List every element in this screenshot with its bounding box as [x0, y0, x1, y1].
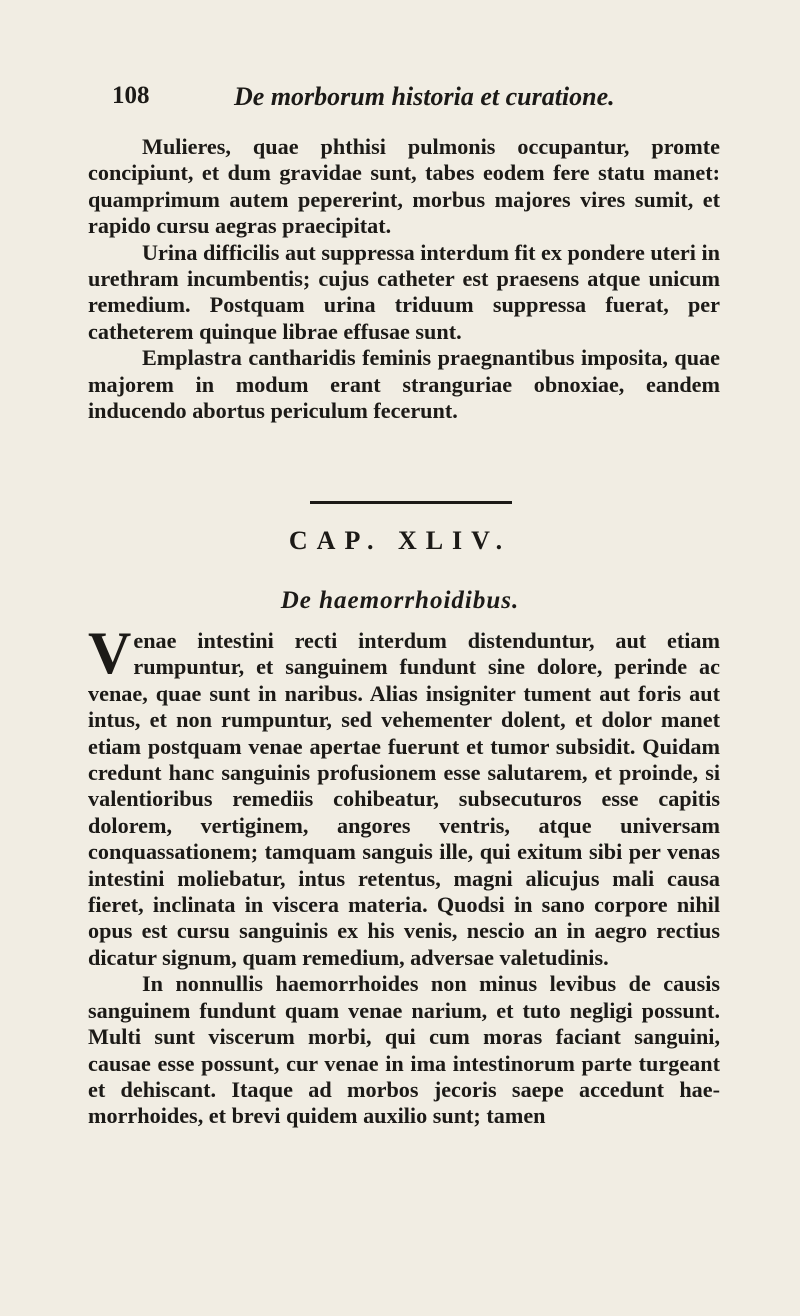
running-title: De morborum historia et curatione. [234, 82, 615, 111]
paragraph: In nonnullis haemorrhoides non minus levibus de causis sanguinem fundunt quam venae narium, et tuto negligi possunt. Multi sunt viscerum morbi, qui cum moras faciant sanguini, causae esse possunt, cur venae in ima intestinorum parte turgeant et dehiscant. Itaque ad morbos jecoris saepe accedunt haemorrhoides, et brevi quidem auxilio sunt; tamen [88, 971, 720, 1129]
paragraph: Urina difficilis aut suppressa interdum fit ex pondere uteri in urethram incumbentis; cujus catheter est praesens atque unicum remedium. Postquam urina triduum suppressa fuerat, per catheterem quinque librae effusae sunt. [88, 239, 720, 344]
paragraph: Mulieres, quae phthisi pulmonis occupantur, promte concipiunt, et dum gravidae sunt, tabes eodem fere statu manet: quamprimum autem pepererint, morbus majores vires sumit, et rapido cursu aegras praecipitat. [88, 134, 720, 239]
chapter-subtitle: De haemorrhoidibus. [280, 587, 520, 614]
text-block-haemorrhoids [88, 620, 720, 1130]
page-header [112, 82, 720, 112]
opening-text: enae intestini recti interdum distenduntur, aut etiam rumpuntur, et sanguinem fundunt sine dolore, perinde ac venae, quae sunt in naribus. Alias insigniter tument aut foris aut intus, et non rumpuntur, sed vehementer dolent, et dolor manet etiam postquam venae apertae fuerunt et tumor subsidit. Quidam credunt hanc sanguinis profusionem esse salutarem, et proinde, si valentioribus remediis cohibeatur, subsecuturos esse capitis dolorem, vertiginem, angores ventris, atque universam conquassationem; tamquam sanguis ille, qui exitum sibi per venas intestini moliebatur, intus retentus, magni alicujus mali causa fieret, inclinata in viscera materia. Quodsi in sano corpore nihil opus est cursu sanguinis ex his venis, nescio an in aegro rectius dicatur signum, quam remedium, adversae valetudinis. [88, 628, 720, 970]
page-number: 108 [112, 82, 150, 109]
drop-cap-initial: V [88, 620, 132, 686]
section-divider [310, 501, 512, 504]
paragraph: Emplastra cantharidis feminis praegnantibus imposita, quae majorem in modum erant stranguriae obnoxiae, eandem inducendo abortus periculum fecerunt. [88, 345, 720, 424]
opening-paragraph [88, 620, 720, 971]
chapter-heading: CAP. XLIV. [288, 526, 512, 555]
text-block-phthisis [88, 134, 720, 424]
